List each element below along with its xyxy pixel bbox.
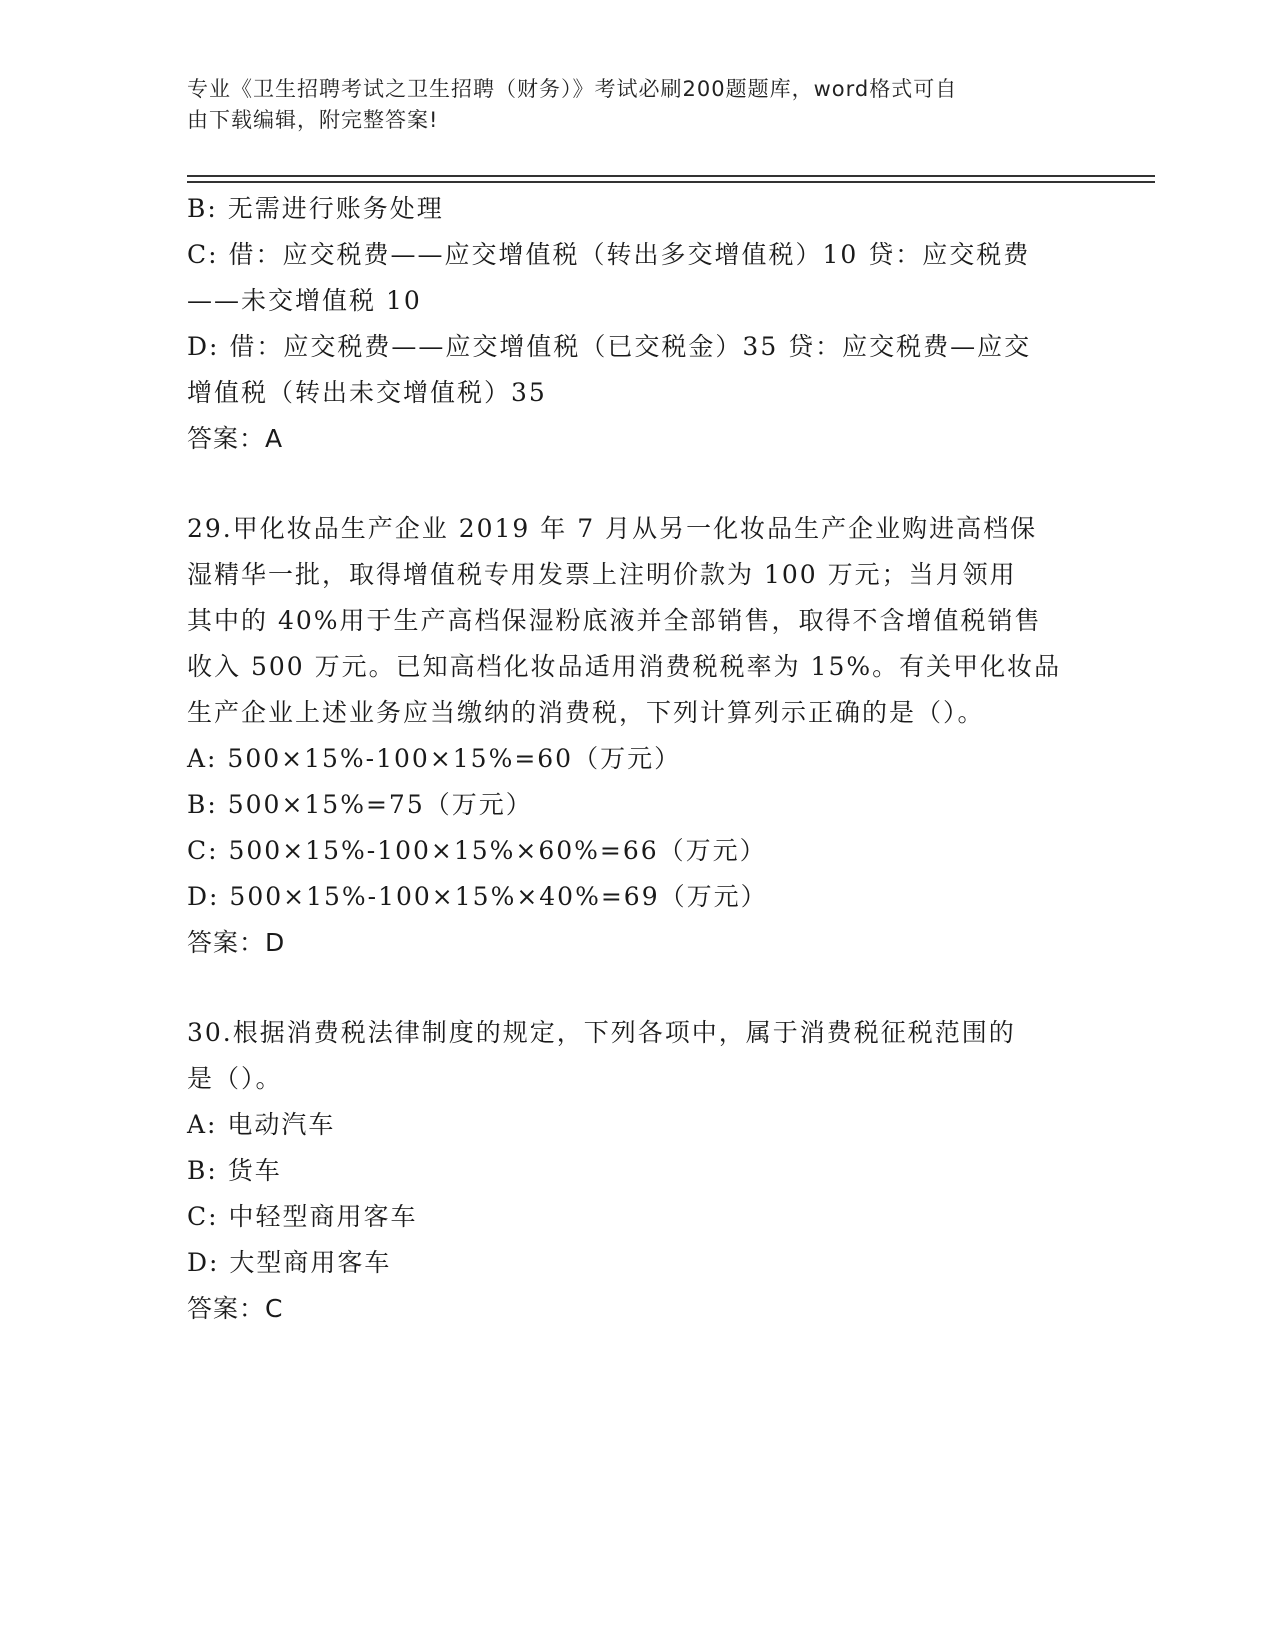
option-b: B: 无需进行账务处理 — [187, 194, 444, 223]
question-29 — [187, 506, 1087, 966]
header-line-1: 专业《卫生招聘考试之卫生招聘（财务）》考试必刷200题题库，word格式可自 — [187, 77, 958, 101]
option-b: B: 货车 — [187, 1156, 282, 1185]
previous-question-block — [187, 186, 1087, 462]
option-c-line-2: ——未交增值税 10 — [187, 286, 422, 315]
option-d-line-1: D: 借：应交税费——应交增值税（已交税金）35 贷：应交税费—应交 — [187, 332, 1032, 361]
question-stem-line: 湿精华一批，取得增值税专用发票上注明价款为 100 万元；当月领用 — [187, 560, 1017, 589]
answer: 答案：D — [187, 928, 286, 957]
option-c: C: 500×15%-100×15%×60%=66（万元） — [187, 836, 767, 865]
answer: 答案：A — [187, 424, 284, 453]
header-divider-top — [187, 175, 1155, 177]
option-c: C: 中轻型商用客车 — [187, 1202, 418, 1231]
option-d-line-2: 增值税（转出未交增值税）35 — [187, 378, 547, 407]
option-a: A: 500×15%-100×15%=60（万元） — [187, 744, 682, 773]
question-stem-line: 其中的 40%用于生产高档保湿粉底液并全部销售，取得不含增值税销售 — [187, 606, 1042, 635]
question-stem-line: 30.根据消费税法律制度的规定，下列各项中，属于消费税征税范围的 — [187, 1018, 1016, 1047]
header-divider-bottom — [187, 181, 1155, 183]
question-stem-line: 是（）。 — [187, 1064, 283, 1093]
question-30 — [187, 1010, 1087, 1332]
document-body — [187, 186, 1087, 1332]
option-d: D: 500×15%-100×15%×40%=69（万元） — [187, 882, 768, 911]
option-c-line-1: C: 借：应交税费——应交增值税（转出多交增值税）10 贷：应交税费 — [187, 240, 1031, 269]
question-stem-line: 29.甲化妆品生产企业 2019 年 7 月从另一化妆品生产企业购进高档保 — [187, 514, 1038, 543]
header-line-2: 由下载编辑，附完整答案! — [187, 108, 439, 132]
question-stem-line: 生产企业上述业务应当缴纳的消费税，下列计算列示正确的是（）。 — [187, 698, 985, 727]
document-header — [187, 74, 1067, 136]
option-d: D: 大型商用客车 — [187, 1248, 392, 1277]
option-b: B: 500×15%=75（万元） — [187, 790, 533, 819]
answer: 答案：C — [187, 1294, 284, 1323]
question-stem-line: 收入 500 万元。已知高档化妆品适用消费税税率为 15%。有关甲化妆品 — [187, 652, 1062, 681]
option-a: A: 电动汽车 — [187, 1110, 336, 1139]
